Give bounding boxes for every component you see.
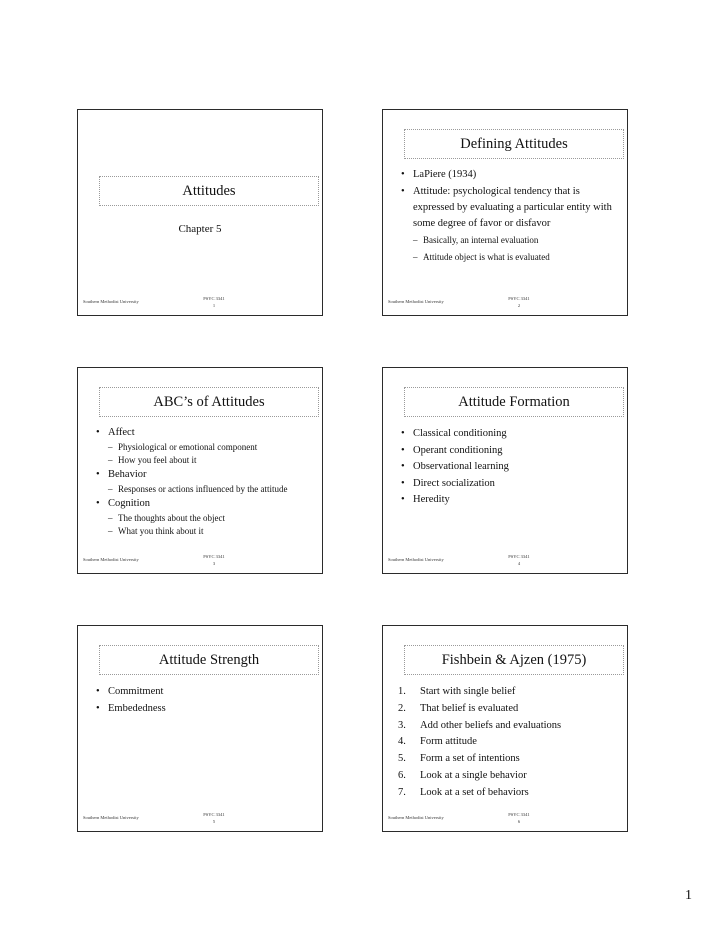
slide-content — [96, 684, 312, 717]
bullet-item: • LaPiere (1934) — [401, 167, 617, 183]
footer-school: Southern Methodist University — [83, 557, 139, 562]
page-number: 1 — [685, 888, 692, 903]
step-text: Start with single belief — [420, 686, 516, 697]
numbered-item: 4. Form attitude — [398, 736, 477, 748]
footer-school: Southern Methodist University — [83, 299, 139, 304]
slide-number: 5 — [212, 819, 216, 824]
step-text: Look at a set of behaviors — [420, 786, 529, 798]
slide-content — [96, 425, 312, 538]
slide-title: ABC’s of Attitudes — [99, 387, 319, 417]
bullet-item: • Operant conditioning — [401, 443, 617, 460]
bullet-item: • Observational learning — [401, 459, 617, 476]
bullet-item: • Cognition — [96, 496, 312, 512]
slide-subtitle: Chapter 5 — [178, 223, 222, 235]
footer-course: PSYC 3341 — [203, 812, 225, 817]
slide-6 — [382, 625, 628, 832]
slide-number: 1 — [212, 303, 216, 308]
bullet-item: • Attitude: psychological tendency that is expressed by evaluating a particular entity with some degree of favor or disfavor — [401, 184, 617, 232]
footer-school: Southern Methodist University — [83, 815, 139, 820]
slide-content — [401, 426, 617, 509]
numbered-item: 7. Look at a set of behaviors — [398, 786, 529, 798]
sub-bullet-item: – How you feel about it — [96, 454, 312, 467]
step-text: That belief is evaluated — [420, 702, 519, 714]
bullet-item: • Embededness — [96, 701, 312, 718]
slide-title: Attitudes — [99, 176, 319, 206]
bullet-item: • Behavior — [96, 467, 312, 483]
sub-bullet-item: – Basically, an internal evaluation — [401, 234, 617, 247]
numbered-item: 2. That belief is evaluated — [398, 702, 519, 714]
footer-course: PSYC 3341 — [508, 554, 530, 559]
step-text: Look at a single behavior — [420, 769, 527, 781]
numbered-item: 3. Add other beliefs and evaluations — [398, 719, 562, 731]
bullet-item: • Commitment — [96, 684, 312, 701]
bullet-item: • Direct socialization — [401, 476, 617, 493]
bullet-item: • Affect — [96, 425, 312, 441]
numbered-item: 1. Start with single belief — [398, 686, 516, 697]
footer-course: PSYC 3341 — [508, 296, 530, 301]
slide-number: 4 — [517, 561, 521, 566]
slide-4 — [382, 367, 628, 574]
footer-course: PSYC 3341 — [203, 554, 225, 559]
footer-course: PSYC 3341 — [203, 296, 225, 301]
slide-3 — [77, 367, 323, 574]
footer-course: PSYC 3341 — [508, 812, 530, 817]
slide-content — [401, 167, 617, 264]
sub-bullet-item: – Responses or actions influenced by the attitude — [96, 483, 312, 496]
step-text: Form a set of intentions — [420, 753, 520, 765]
slide-2 — [382, 109, 628, 316]
footer-school: Southern Methodist University — [388, 557, 444, 562]
bullet-item: • Heredity — [401, 492, 617, 509]
slide-1 — [77, 109, 323, 316]
slide-title: Defining Attitudes — [404, 129, 624, 159]
footer-school: Southern Methodist University — [388, 299, 444, 304]
bullet-item: • Classical conditioning — [401, 426, 617, 443]
slide-number: 2 — [517, 303, 521, 308]
sub-bullet-item: – What you think about it — [96, 525, 312, 538]
slide-title: Attitude Strength — [99, 645, 319, 675]
footer-school: Southern Methodist University — [388, 815, 444, 820]
sub-bullet-item: – The thoughts about the object — [96, 512, 312, 525]
step-text: Form attitude — [420, 736, 477, 748]
numbered-item: 5. Form a set of intentions — [398, 753, 520, 765]
step-text: Add other beliefs and evaluations — [420, 719, 562, 731]
numbered-item: 6. Look at a single behavior — [398, 769, 527, 781]
slide-number: 3 — [212, 561, 216, 566]
sub-bullet-item: – Physiological or emotional component — [96, 441, 312, 454]
slide-5 — [77, 625, 323, 832]
slide-title: Fishbein & Ajzen (1975) — [404, 645, 624, 675]
slide-content — [398, 684, 617, 802]
slide-number: 6 — [517, 819, 521, 824]
sub-bullet-item: – Attitude object is what is evaluated — [401, 251, 617, 264]
slide-title: Attitude Formation — [404, 387, 624, 417]
